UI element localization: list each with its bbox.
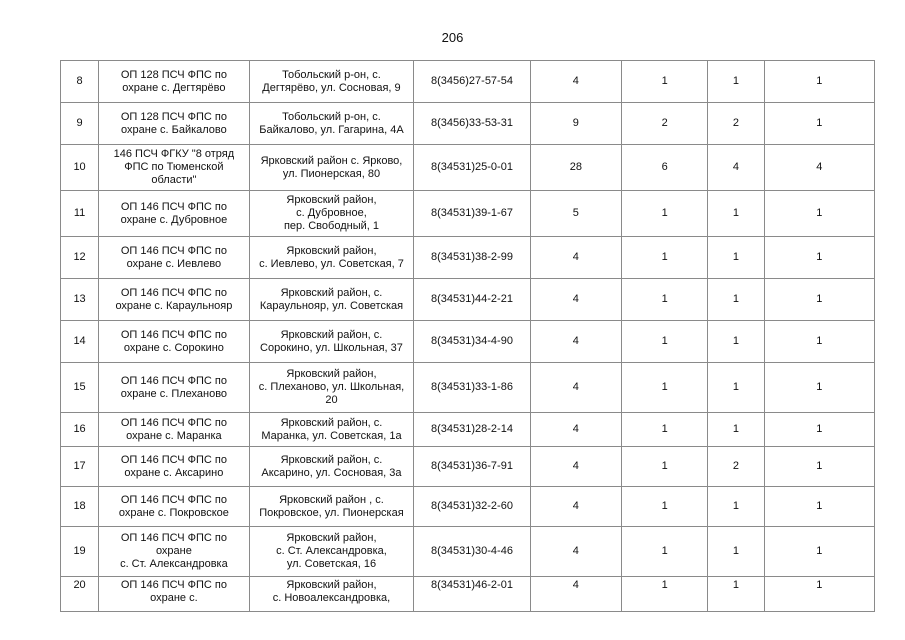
count-col3-text: 1	[732, 207, 739, 219]
count-col1-text: 4	[572, 335, 579, 347]
unit-name-cell	[99, 577, 250, 612]
count-col2-text: 1	[661, 545, 668, 557]
count-col3-text: 1	[732, 251, 739, 263]
count-col4-cell	[764, 413, 874, 447]
phone-cell	[414, 191, 530, 237]
row-number-cell	[61, 487, 99, 527]
count-col4-text: 1	[816, 381, 823, 393]
table-row	[61, 577, 875, 612]
count-col3-text: 4	[732, 161, 739, 173]
count-col1-cell	[530, 145, 621, 191]
table-row	[61, 363, 875, 413]
count-col1-cell	[530, 191, 621, 237]
phone-cell	[414, 487, 530, 527]
unit-name-cell	[99, 527, 250, 577]
count-col4-text: 1	[816, 460, 823, 472]
unit-name-cell	[99, 103, 250, 145]
unit-name-text: ОП 146 ПСЧ ФПС по охране с. Маранка	[120, 416, 227, 442]
count-col4-text: 1	[816, 423, 823, 435]
address-text: Ярковский район, с. Караульнояр, ул. Советская	[259, 286, 404, 312]
row-number-cell	[61, 321, 99, 363]
count-col3-text: 1	[732, 500, 739, 512]
count-col1-text: 4	[572, 423, 579, 435]
count-col2-text: 1	[661, 251, 668, 263]
count-col4-cell	[764, 191, 874, 237]
count-col3-cell	[708, 487, 764, 527]
count-col3-cell	[708, 527, 764, 577]
count-col4-text: 1	[816, 251, 823, 263]
address-text: Ярковский район, с. Иевлево, ул. Советская, 7	[259, 244, 404, 270]
address-cell	[249, 145, 414, 191]
address-text: Ярковский район , с. Покровское, ул. Пионерская	[259, 493, 404, 519]
count-col4-cell	[764, 279, 874, 321]
address-cell	[249, 527, 414, 577]
count-col3-cell	[708, 145, 764, 191]
count-col1-text: 4	[572, 293, 579, 305]
count-col3-text: 1	[732, 381, 739, 393]
count-col1-text: 9	[572, 117, 579, 129]
row-number-cell	[61, 61, 99, 103]
address-text: Ярковский район, с. Дубровное, пер. Свободный, 1	[283, 194, 379, 232]
phone-cell	[414, 279, 530, 321]
row-number-cell	[61, 145, 99, 191]
count-col2-cell	[622, 61, 708, 103]
table-row	[61, 527, 875, 577]
count-col4-cell	[764, 61, 874, 103]
phone-cell	[414, 145, 530, 191]
phone-text: 8(3456)33-53-31	[431, 117, 513, 129]
phone-text: 8(34531)30-4-46	[431, 545, 513, 557]
count-col4-text: 1	[816, 117, 823, 129]
unit-name-text: ОП 146 ПСЧ ФПС по охране с. Дубровное	[120, 200, 228, 226]
unit-name-cell	[99, 191, 250, 237]
address-cell	[249, 447, 414, 487]
phone-text: 8(34531)28-2-14	[431, 423, 513, 435]
count-col2-text: 1	[661, 207, 668, 219]
page-number: 206	[441, 30, 464, 45]
address-text: Ярковский район, с. Аксарино, ул. Сосновая, 3а	[261, 453, 402, 479]
phone-cell	[414, 527, 530, 577]
address-cell	[249, 487, 414, 527]
count-col2-text: 1	[661, 335, 668, 347]
unit-name-cell	[99, 145, 250, 191]
count-col4-text: 1	[816, 293, 823, 305]
count-col1-cell	[530, 527, 621, 577]
table-row	[61, 413, 875, 447]
row-number-cell	[61, 237, 99, 279]
phone-cell	[414, 237, 530, 279]
row-number-text: 12	[73, 251, 86, 263]
address-text: Ярковский район с. Ярково, ул. Пионерская, 80	[260, 154, 403, 180]
count-col2-cell	[622, 527, 708, 577]
address-text: Ярковский район, с. Ст. Александровка, ул. Советская, 16	[276, 532, 387, 570]
count-col2-text: 1	[661, 579, 668, 591]
unit-name-text: ОП 146 ПСЧ ФПС по охране с. Покровское	[118, 493, 229, 519]
phone-cell	[414, 61, 530, 103]
count-col4-cell	[764, 527, 874, 577]
count-col4-cell	[764, 487, 874, 527]
phone-cell	[414, 447, 530, 487]
count-col2-text: 1	[661, 293, 668, 305]
count-col2-text: 1	[661, 460, 668, 472]
count-col3-cell	[708, 279, 764, 321]
count-col3-cell	[708, 61, 764, 103]
unit-name-text: ОП 146 ПСЧ ФПС по охране с.	[120, 579, 227, 604]
table-row	[61, 61, 875, 103]
count-col3-cell	[708, 447, 764, 487]
count-col4-cell	[764, 145, 874, 191]
row-number-text: 14	[73, 335, 86, 347]
count-col4-cell	[764, 577, 874, 612]
count-col2-cell	[622, 321, 708, 363]
phone-cell	[414, 413, 530, 447]
count-col2-text: 6	[661, 161, 668, 173]
phone-cell	[414, 577, 530, 612]
count-col1-cell	[530, 61, 621, 103]
row-number-cell	[61, 363, 99, 413]
phone-text: 8(34531)32-2-60	[431, 500, 513, 512]
address-cell	[249, 61, 414, 103]
row-number-text: 17	[73, 460, 86, 472]
row-number-text: 20	[73, 579, 86, 591]
table-row	[61, 191, 875, 237]
phone-text: 8(34531)46-2-01	[431, 579, 513, 591]
count-col2-cell	[622, 487, 708, 527]
row-number-text: 10	[73, 161, 86, 173]
unit-name-text: ОП 146 ПСЧ ФПС по охране с. Аксарино	[120, 453, 227, 479]
count-col2-cell	[622, 103, 708, 145]
count-col3-cell	[708, 321, 764, 363]
unit-name-text: ОП 146 ПСЧ ФПС по охране с. Ст. Александровка	[120, 532, 228, 570]
count-col1-cell	[530, 237, 621, 279]
row-number-cell	[61, 527, 99, 577]
unit-name-cell	[99, 61, 250, 103]
row-number-cell	[61, 103, 99, 145]
count-col1-text: 5	[572, 207, 579, 219]
count-col2-text: 1	[661, 381, 668, 393]
address-cell	[249, 321, 414, 363]
address-text: Тобольский р-он, с. Дегтярёво, ул. Сосновая, 9	[262, 68, 401, 94]
count-col1-text: 4	[572, 381, 579, 393]
address-cell	[249, 279, 414, 321]
count-col1-cell	[530, 577, 621, 612]
unit-name-cell	[99, 321, 250, 363]
row-number-cell	[61, 447, 99, 487]
count-col3-cell	[708, 577, 764, 612]
count-col1-cell	[530, 363, 621, 413]
row-number-cell	[61, 279, 99, 321]
count-col4-cell	[764, 363, 874, 413]
address-text: Ярковский район, с. Маранка, ул. Советская, 1а	[261, 416, 402, 442]
count-col2-cell	[622, 363, 708, 413]
count-col3-cell	[708, 413, 764, 447]
count-col2-text: 1	[661, 500, 668, 512]
count-col4-text: 1	[816, 335, 823, 347]
count-col1-cell	[530, 321, 621, 363]
count-col2-text: 1	[661, 75, 668, 87]
unit-name-text: ОП 128 ПСЧ ФПС по охране с. Дегтярёво	[120, 68, 227, 94]
row-number-text: 9	[76, 117, 83, 129]
phone-text: 8(34531)36-7-91	[431, 460, 513, 472]
unit-name-cell	[99, 447, 250, 487]
row-number-text: 8	[76, 75, 83, 87]
count-col1-text: 4	[572, 251, 579, 263]
unit-name-text: ОП 146 ПСЧ ФПС по охране с. Караульнояр	[115, 286, 233, 312]
count-col2-cell	[622, 447, 708, 487]
phone-cell	[414, 103, 530, 145]
count-col3-cell	[708, 103, 764, 145]
count-col4-cell	[764, 447, 874, 487]
row-number-text: 15	[73, 381, 86, 393]
count-col3-text: 1	[732, 293, 739, 305]
address-cell	[249, 191, 414, 237]
unit-name-text: ОП 146 ПСЧ ФПС по охране с. Иевлево	[120, 244, 227, 270]
count-col1-text: 4	[572, 545, 579, 557]
count-col3-text: 1	[732, 579, 739, 591]
unit-name-text: ОП 146 ПСЧ ФПС по охране с. Плеханово	[120, 374, 228, 400]
unit-name-text: ОП 146 ПСЧ ФПС по охране с. Сорокино	[120, 328, 227, 354]
phone-text: 8(34531)34-4-90	[431, 335, 513, 347]
address-cell	[249, 363, 414, 413]
row-number-text: 18	[73, 500, 86, 512]
count-col2-cell	[622, 237, 708, 279]
count-col2-cell	[622, 145, 708, 191]
count-col2-cell	[622, 413, 708, 447]
row-number-text: 19	[73, 545, 86, 557]
count-col3-cell	[708, 191, 764, 237]
phone-cell	[414, 321, 530, 363]
address-cell	[249, 577, 414, 612]
table-row	[61, 237, 875, 279]
address-text: Ярковский район, с. Сорокино, ул. Школьная, 37	[260, 328, 403, 354]
count-col3-text: 1	[732, 75, 739, 87]
address-text: Ярковский район, с. Плеханово, ул. Школьная, 20	[258, 368, 405, 406]
table-row	[61, 487, 875, 527]
table-body	[61, 61, 875, 612]
phone-text: 8(3456)27-57-54	[431, 75, 513, 87]
count-col1-cell	[530, 103, 621, 145]
count-col4-text: 1	[816, 500, 823, 512]
count-col1-cell	[530, 279, 621, 321]
count-col4-text: 1	[816, 75, 823, 87]
count-col4-text: 1	[816, 579, 823, 591]
table-row	[61, 447, 875, 487]
phone-text: 8(34531)38-2-99	[431, 251, 513, 263]
phone-cell	[414, 363, 530, 413]
count-col4-text: 4	[816, 161, 823, 173]
unit-name-cell	[99, 237, 250, 279]
unit-name-cell	[99, 413, 250, 447]
phone-text: 8(34531)33-1-86	[431, 381, 513, 393]
phone-text: 8(34531)25-0-01	[431, 161, 513, 173]
row-number-cell	[61, 191, 99, 237]
fire-stations-table	[60, 60, 875, 612]
count-col4-text: 1	[816, 545, 823, 557]
phone-text: 8(34531)39-1-67	[431, 207, 513, 219]
count-col4-cell	[764, 237, 874, 279]
row-number-cell	[61, 413, 99, 447]
count-col2-cell	[622, 577, 708, 612]
count-col4-cell	[764, 321, 874, 363]
count-col1-cell	[530, 447, 621, 487]
unit-name-cell	[99, 363, 250, 413]
count-col1-text: 4	[572, 75, 579, 87]
table-row	[61, 279, 875, 321]
phone-text: 8(34531)44-2-21	[431, 293, 513, 305]
unit-name-text: 146 ПСЧ ФГКУ "8 отряд ФПС по Тюменской области"	[113, 148, 235, 186]
count-col3-text: 1	[732, 335, 739, 347]
count-col3-cell	[708, 363, 764, 413]
count-col4-text: 1	[816, 207, 823, 219]
row-number-text: 13	[73, 293, 86, 305]
count-col3-text: 1	[732, 423, 739, 435]
unit-name-cell	[99, 279, 250, 321]
count-col1-text: 4	[572, 460, 579, 472]
row-number-text: 16	[73, 423, 86, 435]
unit-name-cell	[99, 487, 250, 527]
count-col1-text: 28	[569, 161, 582, 173]
count-col3-text: 2	[732, 117, 739, 129]
address-cell	[249, 413, 414, 447]
count-col4-cell	[764, 103, 874, 145]
address-cell	[249, 103, 414, 145]
address-text: Тобольский р-он, с. Байкалово, ул. Гагарина, 4А	[259, 110, 404, 136]
address-cell	[249, 237, 414, 279]
count-col3-cell	[708, 237, 764, 279]
unit-name-text: ОП 128 ПСЧ ФПС по охране с. Байкалово	[120, 110, 227, 136]
count-col2-cell	[622, 191, 708, 237]
count-col1-text: 4	[572, 500, 579, 512]
table-row	[61, 145, 875, 191]
table-row	[61, 321, 875, 363]
count-col2-cell	[622, 279, 708, 321]
count-col2-text: 1	[661, 423, 668, 435]
table-row	[61, 103, 875, 145]
row-number-cell	[61, 577, 99, 612]
count-col2-text: 2	[661, 117, 668, 129]
row-number-text: 11	[73, 207, 86, 219]
count-col1-cell	[530, 413, 621, 447]
address-text: Ярковский район, с. Новоалександровка,	[272, 579, 391, 604]
count-col1-text: 4	[572, 579, 579, 591]
count-col1-cell	[530, 487, 621, 527]
count-col3-text: 1	[732, 545, 739, 557]
count-col3-text: 2	[732, 460, 739, 472]
